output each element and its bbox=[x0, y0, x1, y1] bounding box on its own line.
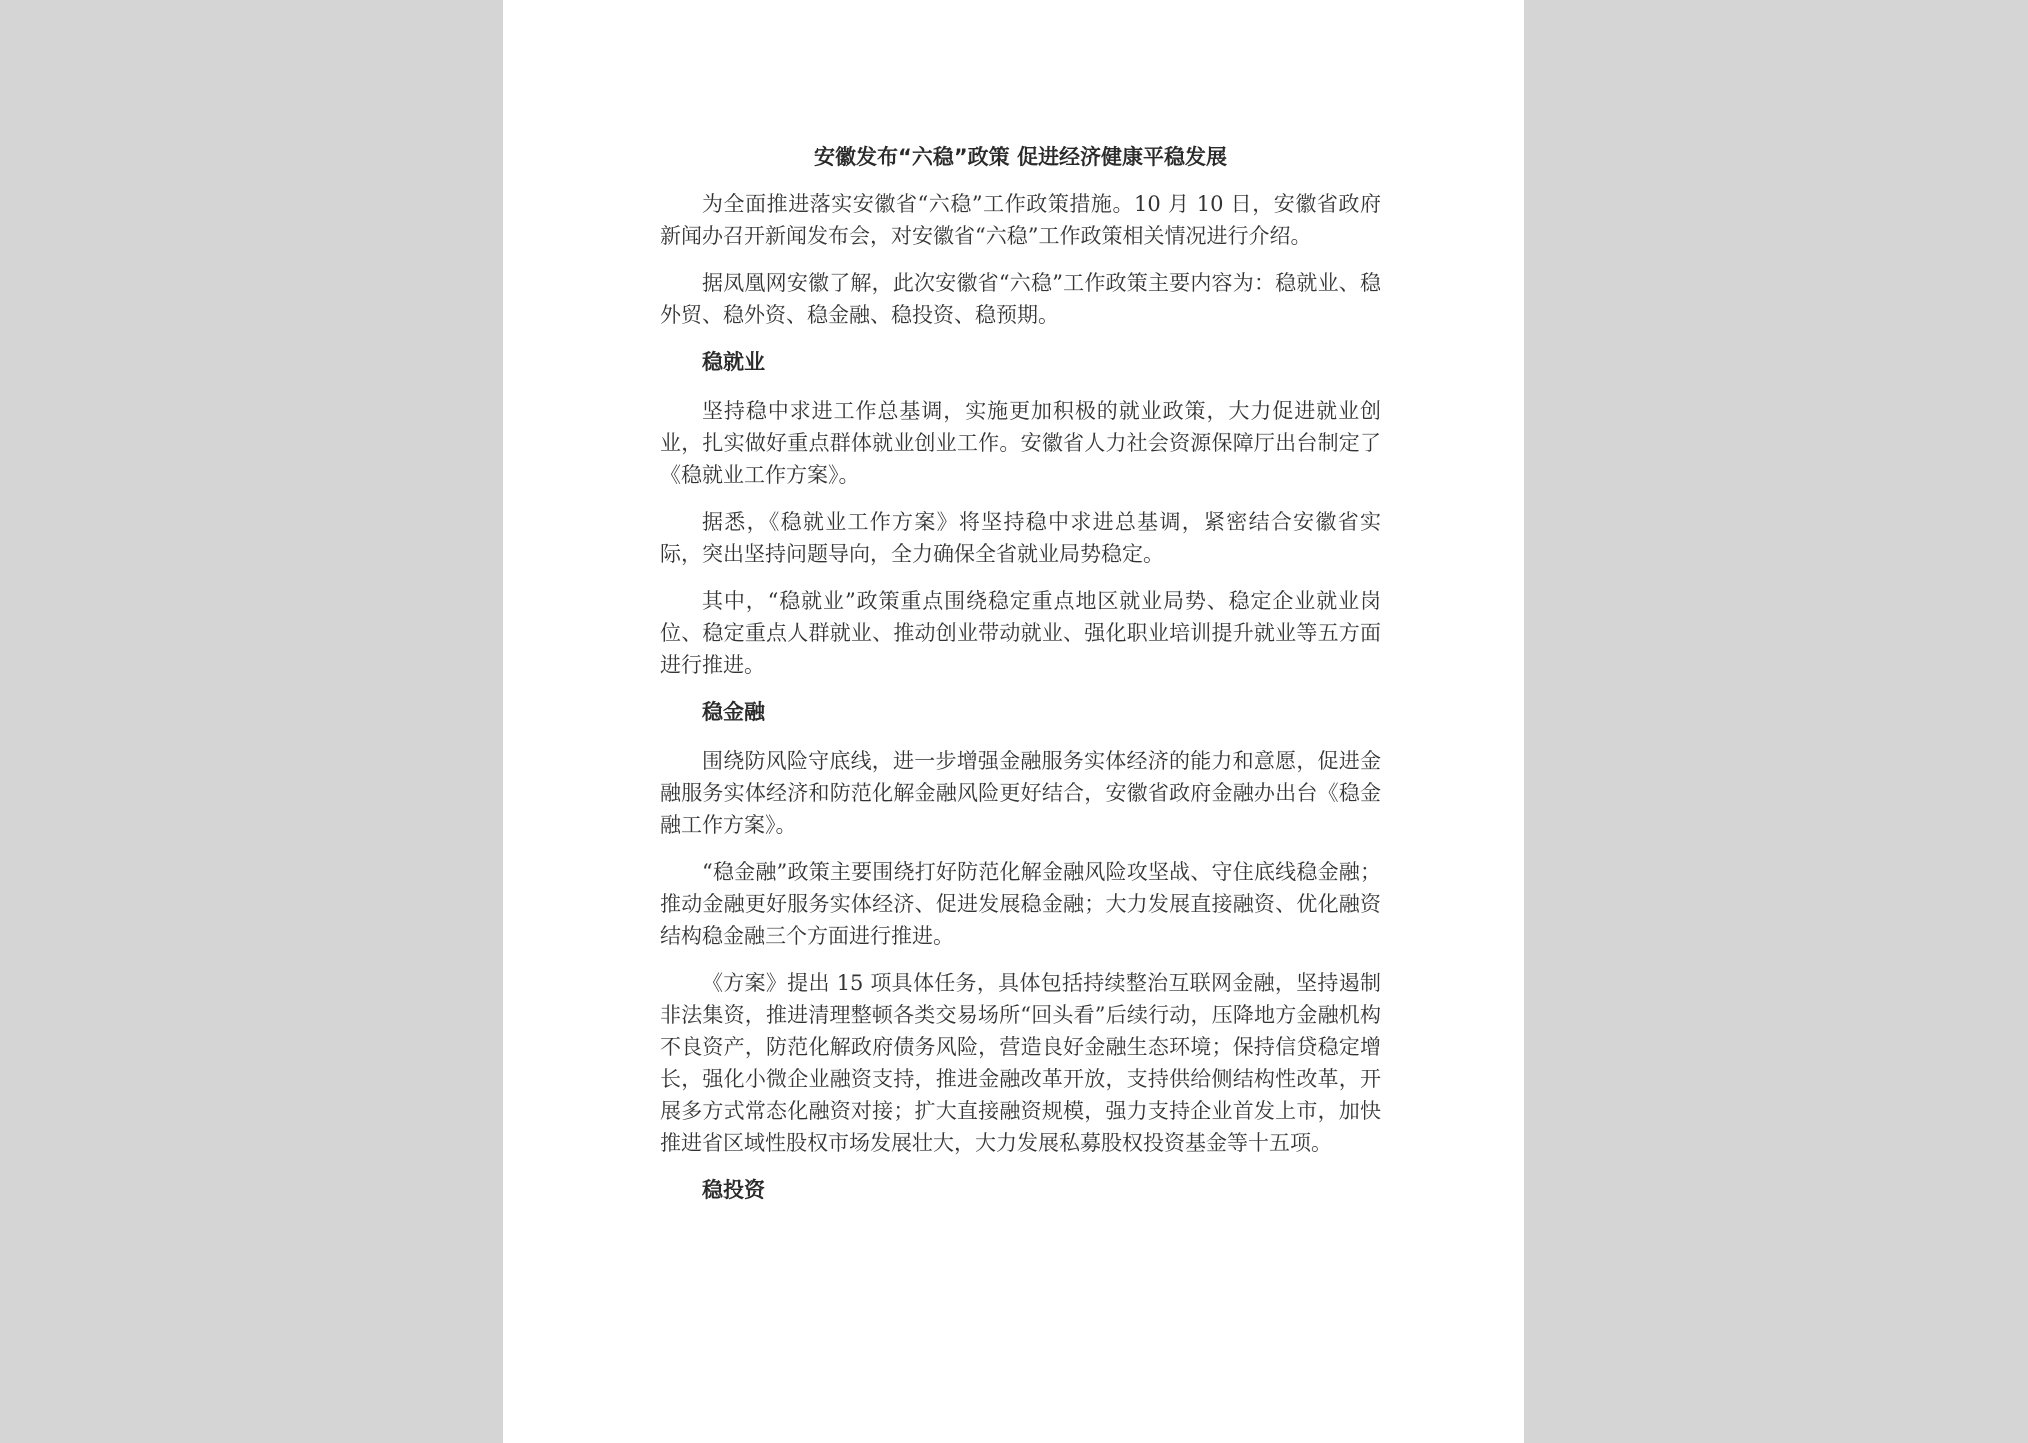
section-heading: 稳就业 bbox=[702, 350, 765, 374]
paragraph: “稳金融”政策主要围绕打好防范化解金融风险攻坚战、守住底线稳金融；推动金融更好服务实体经济、促进发展稳金融；大力发展直接融资、优化融资结构稳金融三个方面进行推进。 bbox=[660, 860, 1381, 948]
paragraph: 据凤凰网安徽了解，此次安徽省“六稳”工作政策主要内容为：稳就业、稳外贸、稳外资、稳金融、稳投资、稳预期。 bbox=[660, 271, 1381, 327]
paragraph: 坚持稳中求进工作总基调，实施更加积极的就业政策，大力促进就业创业，扎实做好重点群体就业创业工作。安徽省人力社会资源保障厅出台制定了《稳就业工作方案》。 bbox=[660, 399, 1381, 487]
document-page bbox=[503, 0, 1524, 1443]
document-title: 安徽发布“六稳”政策 促进经济健康平稳发展 bbox=[814, 145, 1227, 169]
paragraph: 围绕防风险守底线，进一步增强金融服务实体经济的能力和意愿，促进金融服务实体经济和防范化解金融风险更好结合，安徽省政府金融办出台《稳金融工作方案》。 bbox=[660, 749, 1381, 837]
section-heading: 稳投资 bbox=[702, 1178, 765, 1202]
paragraph: 据悉，《稳就业工作方案》将坚持稳中求进总基调，紧密结合安徽省实际，突出坚持问题导向，全力确保全省就业局势稳定。 bbox=[660, 510, 1381, 566]
paragraph: 《方案》提出 15 项具体任务，具体包括持续整治互联网金融，坚持遏制非法集资，推进清理整顿各类交易场所“回头看”后续行动，压降地方金融机构不良资产，防范化解政府债务风险，营造良好金融生态环境；保持信贷稳定增长，强化小微企业融资支持，推进金融改革开放，支持供给侧结构性改革，开展多方式常态化融资对接；扩大直接融资规模，强力支持企业首发上市，加快推进省区域性股权市场发展壮大，大力发展私募股权投资基金等十五项。 bbox=[660, 971, 1381, 1155]
paragraph: 为全面推进落实安徽省“六稳”工作政策措施。10 月 10 日，安徽省政府新闻办召开新闻发布会，对安徽省“六稳”工作政策相关情况进行介绍。 bbox=[660, 192, 1381, 248]
paragraph: 其中，“稳就业”政策重点围绕稳定重点地区就业局势、稳定企业就业岗位、稳定重点人群就业、推动创业带动就业、强化职业培训提升就业等五方面进行推进。 bbox=[660, 589, 1381, 677]
section-heading: 稳金融 bbox=[702, 700, 765, 724]
